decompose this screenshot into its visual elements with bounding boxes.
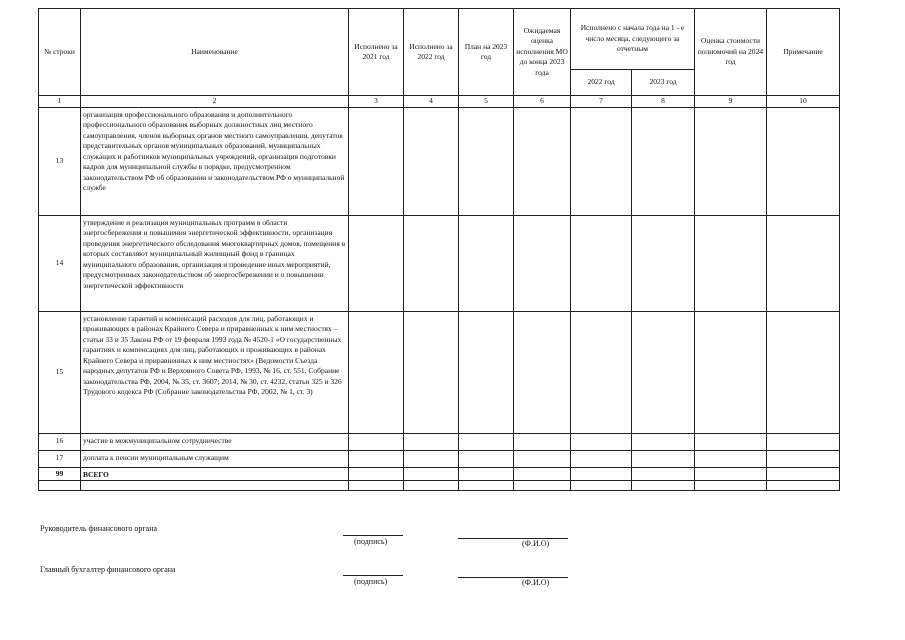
value-cell[interactable] [767,467,840,481]
col-number: 4 [404,96,459,108]
value-cell[interactable] [571,450,632,467]
head-signature-line [343,535,403,536]
row-name: установление гарантий и компенсаций расходов для лиц, работающих и проживающих в районах Крайнего Севера и приравненных к ним местностях – статьи 33 и 35 Закона РФ от 19 февраля 1993 года № 4520-1 «О государственных гарантиях и компенсациях для лиц, работающих и проживающих в районах Крайнего Севера и приравненных к ним местностях» (Ведомости Съезда народных депутатов РФ и Верховного Совета РФ, 1993, № 16, ст. 551, Собрание законодательства РФ, 2004, № 35, ст. 3607; 2014, № 30, ст. 4232, статьи 325 и 326 Трудового кодекса РФ (Собрание законодательства РФ, 2002, № 1, ст. 3) [81,311,349,433]
table-row [39,450,840,467]
row-name: утверждение и реализация муниципальных программ в области энергосбережения и повышения энергетической эффективности, организация проведения энергетического обследования многоквартирных домов, помещения в которых составляют муниципальный жилищный фонд в границах муниципального образования, организация и проведение иных мероприятий, предусмотренных законодательством об энергосбережении и о повышении энергетической эффективности [81,215,349,311]
total-label: ВСЕГО [81,467,349,481]
head-signature-label: Руководитель финансового органа [40,524,158,533]
table-row [39,481,840,491]
value-cell[interactable] [459,107,514,215]
value-cell[interactable] [514,107,571,215]
head-fio-caption: (Ф.И.О) [522,539,550,548]
total-row [39,467,840,481]
value-cell[interactable] [571,107,632,215]
value-cell[interactable] [404,311,459,433]
value-cell[interactable] [571,215,632,311]
accountant-fio-line [458,577,568,578]
col-number: 2 [81,96,349,108]
value-cell[interactable] [459,215,514,311]
total-number: 99 [39,467,81,481]
table-row [39,215,840,311]
row-name: доплата к пенсии муниципальным служащим [81,450,349,467]
value-cell[interactable] [767,215,840,311]
value-cell[interactable] [632,215,695,311]
value-cell[interactable] [632,311,695,433]
value-cell[interactable] [404,450,459,467]
value-cell[interactable] [632,433,695,450]
header-expected: Ожидаемая оценка исполнения МО до конца 2023 года [514,9,571,96]
value-cell[interactable] [514,433,571,450]
value-cell[interactable] [349,311,404,433]
header-row-no: № строки [39,9,81,96]
col-number: 10 [767,96,840,108]
head-fio-line [458,538,568,539]
value-cell[interactable] [514,215,571,311]
value-cell[interactable] [767,433,840,450]
value-cell[interactable] [404,433,459,450]
value-cell[interactable] [767,450,840,467]
header-2021: Исполнено за 2021 год [349,9,404,96]
value-cell[interactable] [571,467,632,481]
table-row [39,311,840,433]
accountant-signature-line [343,575,403,576]
row-number: 16 [39,433,81,450]
value-cell[interactable] [695,107,767,215]
value-cell[interactable] [459,311,514,433]
value-cell[interactable] [349,433,404,450]
row-number: 15 [39,311,81,433]
value-cell[interactable] [632,467,695,481]
col-number: 9 [695,96,767,108]
head-signature-caption: (подпись) [354,537,388,546]
value-cell[interactable] [349,215,404,311]
value-cell[interactable] [571,433,632,450]
value-cell[interactable] [404,467,459,481]
accountant-signature-label: Главный бухгалтер финансового органа [40,565,176,574]
accountant-signature-caption: (подпись) [354,577,388,586]
col-number: 6 [514,96,571,108]
value-cell[interactable] [632,450,695,467]
header-exec-2022: 2022 год [571,70,632,96]
row-number: 14 [39,215,81,311]
col-number: 1 [39,96,81,108]
value-cell[interactable] [459,467,514,481]
value-cell[interactable] [514,467,571,481]
value-cell[interactable] [514,311,571,433]
header-note: Примечание [767,9,840,96]
value-cell[interactable] [767,311,840,433]
col-number: 5 [459,96,514,108]
col-number: 7 [571,96,632,108]
report-table [38,8,840,491]
col-number: 3 [349,96,404,108]
table-row [39,433,840,450]
table-row [39,107,840,215]
value-cell[interactable] [695,311,767,433]
col-number: 8 [632,96,695,108]
row-number: 17 [39,450,81,467]
value-cell[interactable] [404,215,459,311]
value-cell[interactable] [695,433,767,450]
header-plan-2023: План на 2023 год [459,9,514,96]
row-name: организация профессионального образования и дополнительного профессионального образования выборных должностных лиц местного самоуправления, членов выборных органов местного самоуправления, депутатов представительных органов муниципальных образований, муниципальных служащих и работников муниципальных учреждений, организация подготовки кадров для муниципальной службы в порядке, предусмотренном законодательством РФ об образовании и законодательством РФ о муниципальной службе [81,107,349,215]
value-cell[interactable] [404,107,459,215]
value-cell[interactable] [695,215,767,311]
row-number: 13 [39,107,81,215]
value-cell[interactable] [571,311,632,433]
header-estimate-2024: Оценка стоимости полномочий на 2024 год [695,9,767,96]
header-exec-group: Исполнено с начала года на 1 - е число месяца, следующего за отчетным [571,9,695,70]
value-cell[interactable] [695,450,767,467]
header-2022: Исполнено за 2022 год [404,9,459,96]
value-cell[interactable] [349,107,404,215]
value-cell[interactable] [459,450,514,467]
header-name: Наименование [81,9,349,96]
value-cell[interactable] [767,107,840,215]
value-cell[interactable] [349,467,404,481]
value-cell[interactable] [514,450,571,467]
value-cell[interactable] [349,450,404,467]
value-cell[interactable] [695,467,767,481]
accountant-fio-caption: (Ф.И.О) [522,578,550,587]
row-name: участие в межмуниципальном сотрудничестве [81,433,349,450]
value-cell[interactable] [632,107,695,215]
header-exec-2023: 2023 год [632,70,695,96]
value-cell[interactable] [459,433,514,450]
